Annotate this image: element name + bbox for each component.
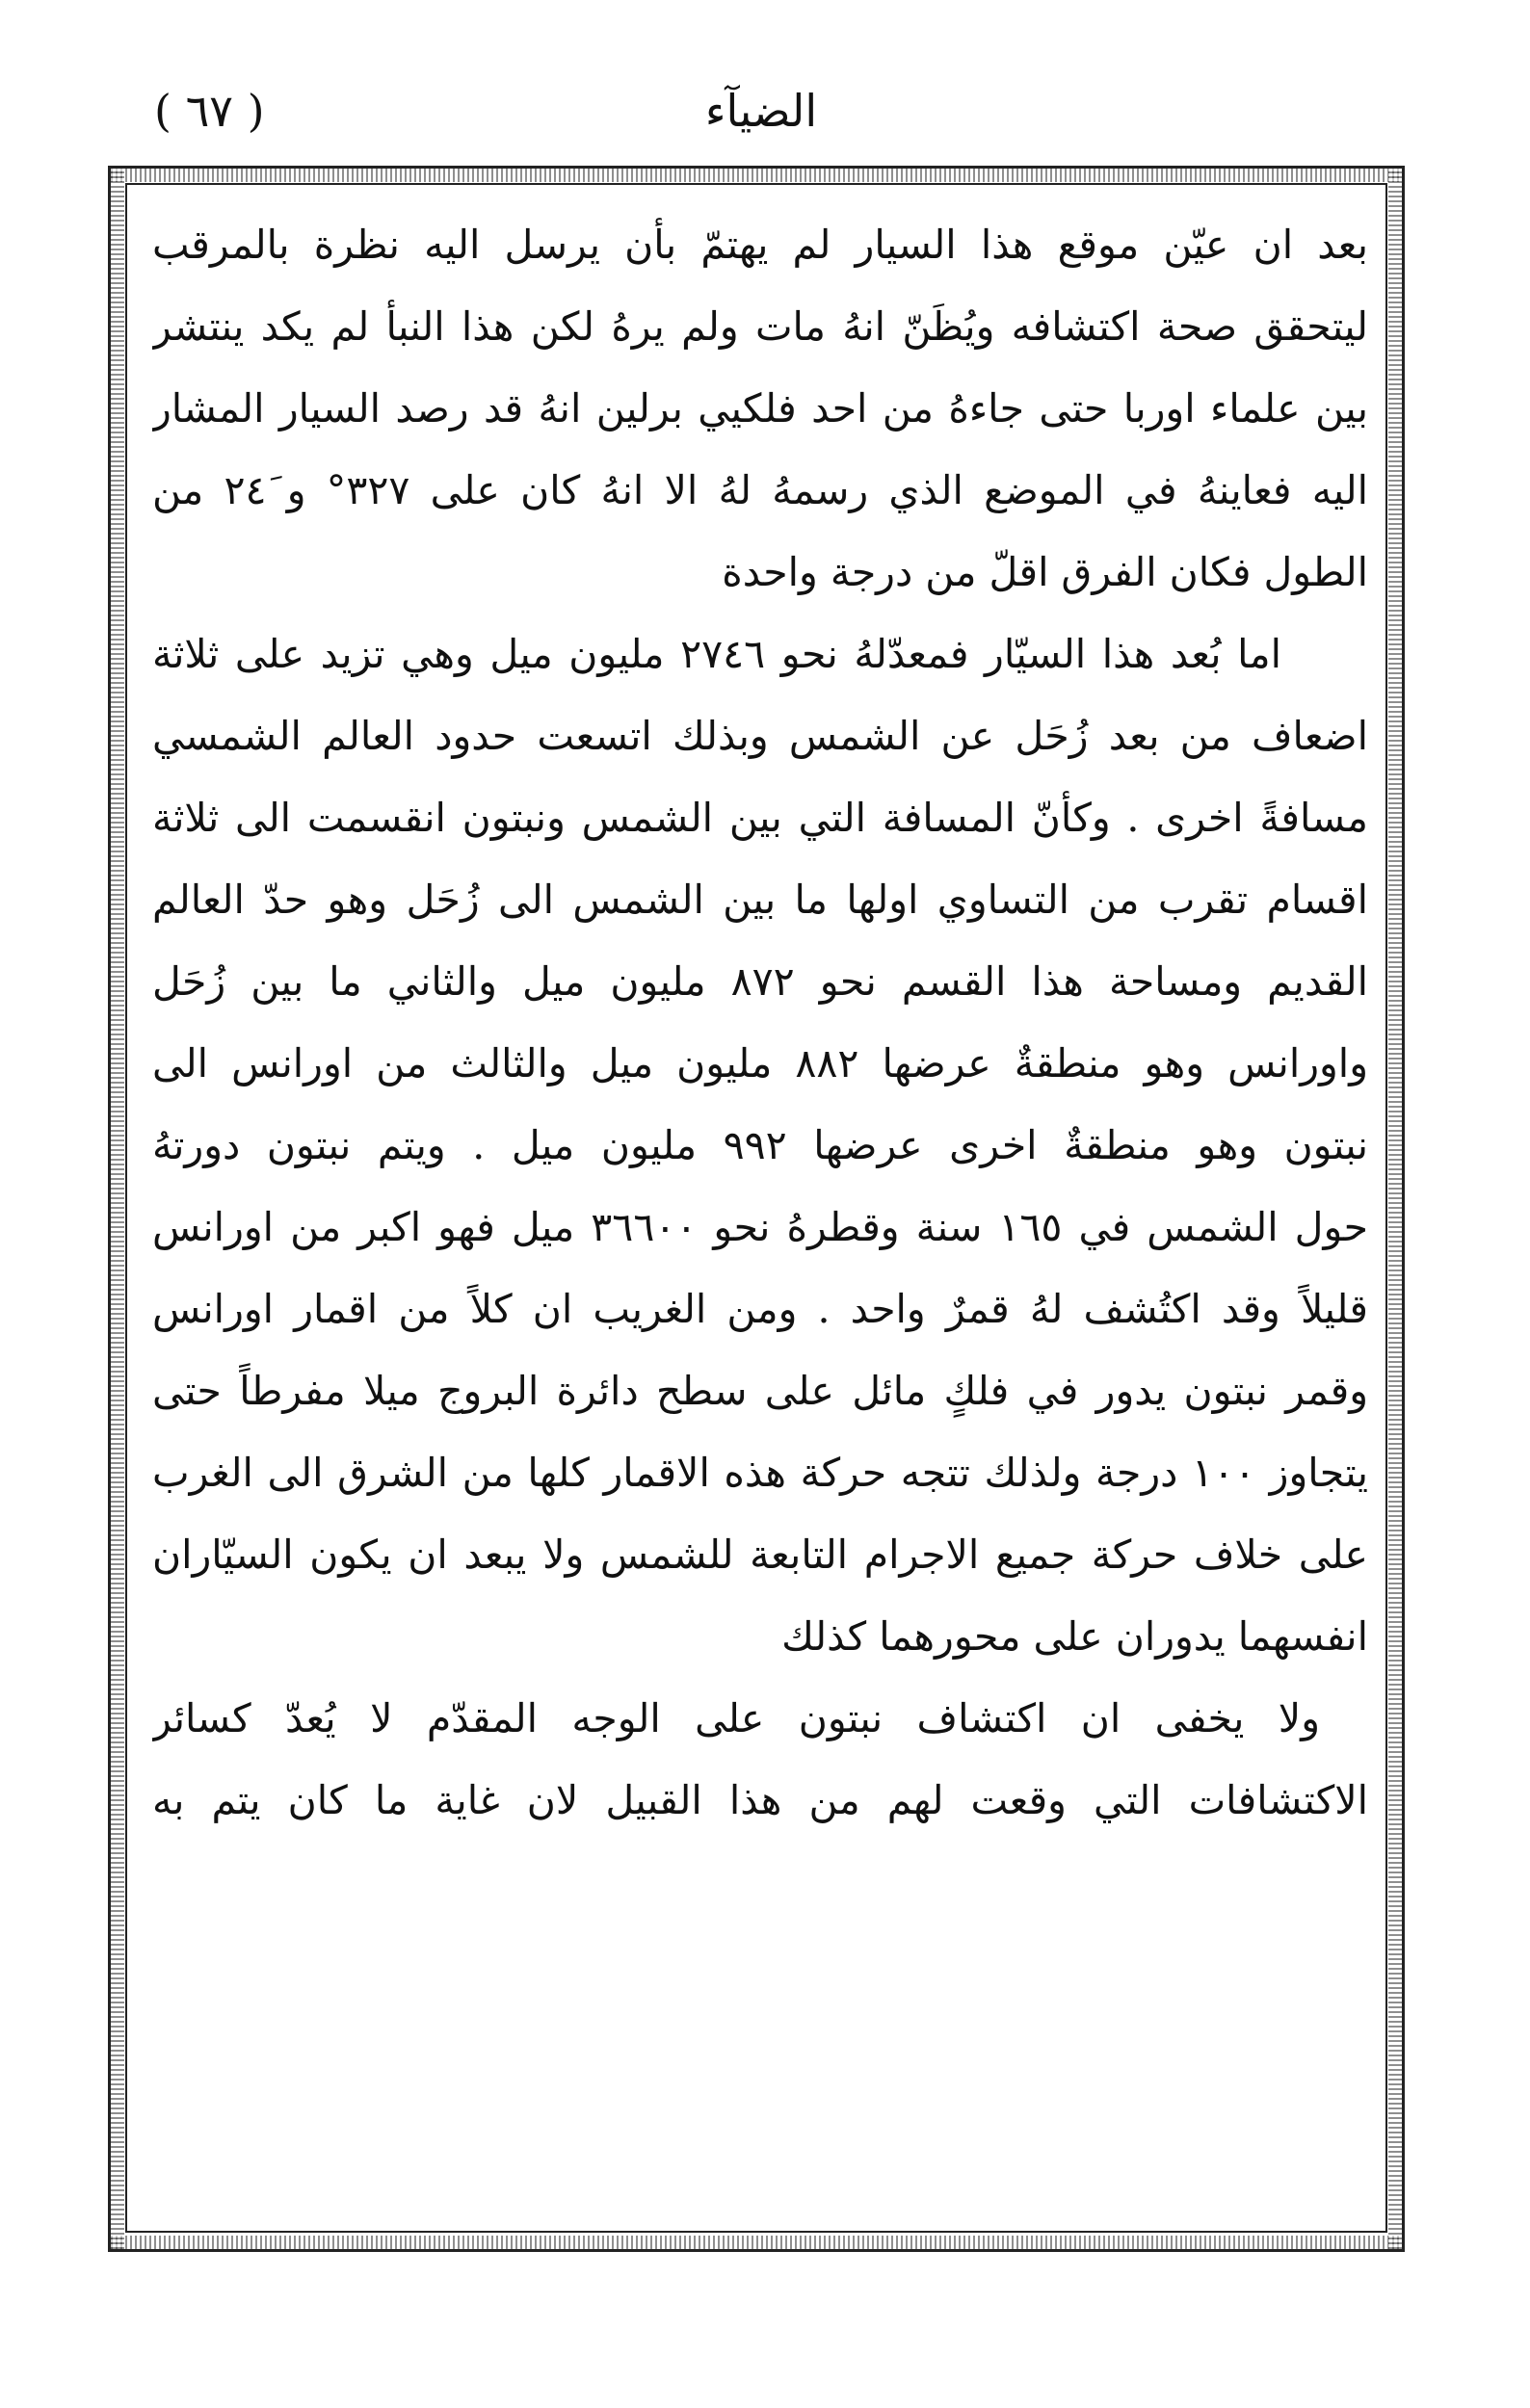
text-line: اقسام تقرب من التساوي اولها ما بين الشمس الى زُحَل وهو حدّ العالم [152, 877, 1368, 923]
text-line: على خلاف حركة جميع الاجرام التابعة للشمس ولا يبعد ان يكون السيّاران [152, 1531, 1368, 1578]
text-line: الطول فكان الفرق اقلّ من درجة واحدة [722, 549, 1368, 595]
text-line: ليتحقق صحة اكتشافه ويُظَنّ انهُ مات ولم يرهُ لكن هذا النبأ لم يكد ينتشر [152, 303, 1368, 350]
text-line: القديم ومساحة هذا القسم نحو ٨٧٢ مليون ميل والثاني ما بين زُحَل [152, 958, 1368, 1005]
text-line: بعد ان عيّن موقع هذا السيار لم يهتمّ بأن يرسل اليه نظرة بالمرقب [152, 222, 1368, 268]
text-line: قليلاً وقد اكتُشف لهُ قمرٌ واحد . ومن الغريب ان كلاً من اقمار اورانس [152, 1286, 1368, 1332]
text-line: وقمر نبتون يدور في فلكٍ مائل على سطح دائرة البروج ميلا مفرطاً حتى [152, 1368, 1368, 1414]
text-line: انفسهما يدوران على محورهما كذلك [781, 1613, 1368, 1660]
text-line: حول الشمس في ١٦٥ سنة وقطرهُ نحو ٣٦٦٠٠ ميل فهو اكبر من اورانس [152, 1204, 1368, 1250]
article-body [152, 204, 1368, 2217]
text-line: اما بُعد هذا السيّار فمعدّلهُ نحو ٢٧٤٦ مليون ميل وهي تزيد على ثلاثة [152, 631, 1281, 677]
text-line: واورانس وهو منطقةٌ عرضها ٨٨٢ مليون ميل والثالث من اورانس الى [152, 1040, 1368, 1086]
text-line: اليه فعاينهُ في الموضع الذي رسمهُ لهُ الا انهُ كان على ٣٢٧° و ٢٤َ من [152, 467, 1368, 513]
page-header [116, 85, 1407, 152]
text-line: اضعاف من بعد زُحَل عن الشمس وبذلك اتسعت حدود العالم الشمسي [152, 713, 1368, 759]
text-line: ولا يخفى ان اكتشاف نبتون على الوجه المقدّم لا يُعدّ كسائر [152, 1695, 1320, 1741]
text-line: نبتون وهو منطقةٌ اخرى عرضها ٩٩٢ مليون ميل . ويتم نبتون دورتهُ [152, 1122, 1368, 1168]
text-line: الاكتشافات التي وقعت لهم من هذا القبيل لان غاية ما كان يتم به [152, 1777, 1368, 1823]
text-line: مسافةً اخرى . وكأنّ المسافة التي بين الشمس ونبتون انقسمت الى ثلاثة [152, 795, 1368, 841]
journal-title: الضيآء [704, 85, 818, 137]
text-line: يتجاوز ١٠٠ درجة ولذلك تتجه حركة هذه الاقمار كلها من الشرق الى الغرب [152, 1450, 1368, 1496]
page-number: ( ٦٧ ) [154, 85, 265, 137]
text-line: بين علماء اوربا حتى جاءهُ من احد فلكيي برلين انهُ قد رصد السيار المشار [152, 385, 1368, 432]
